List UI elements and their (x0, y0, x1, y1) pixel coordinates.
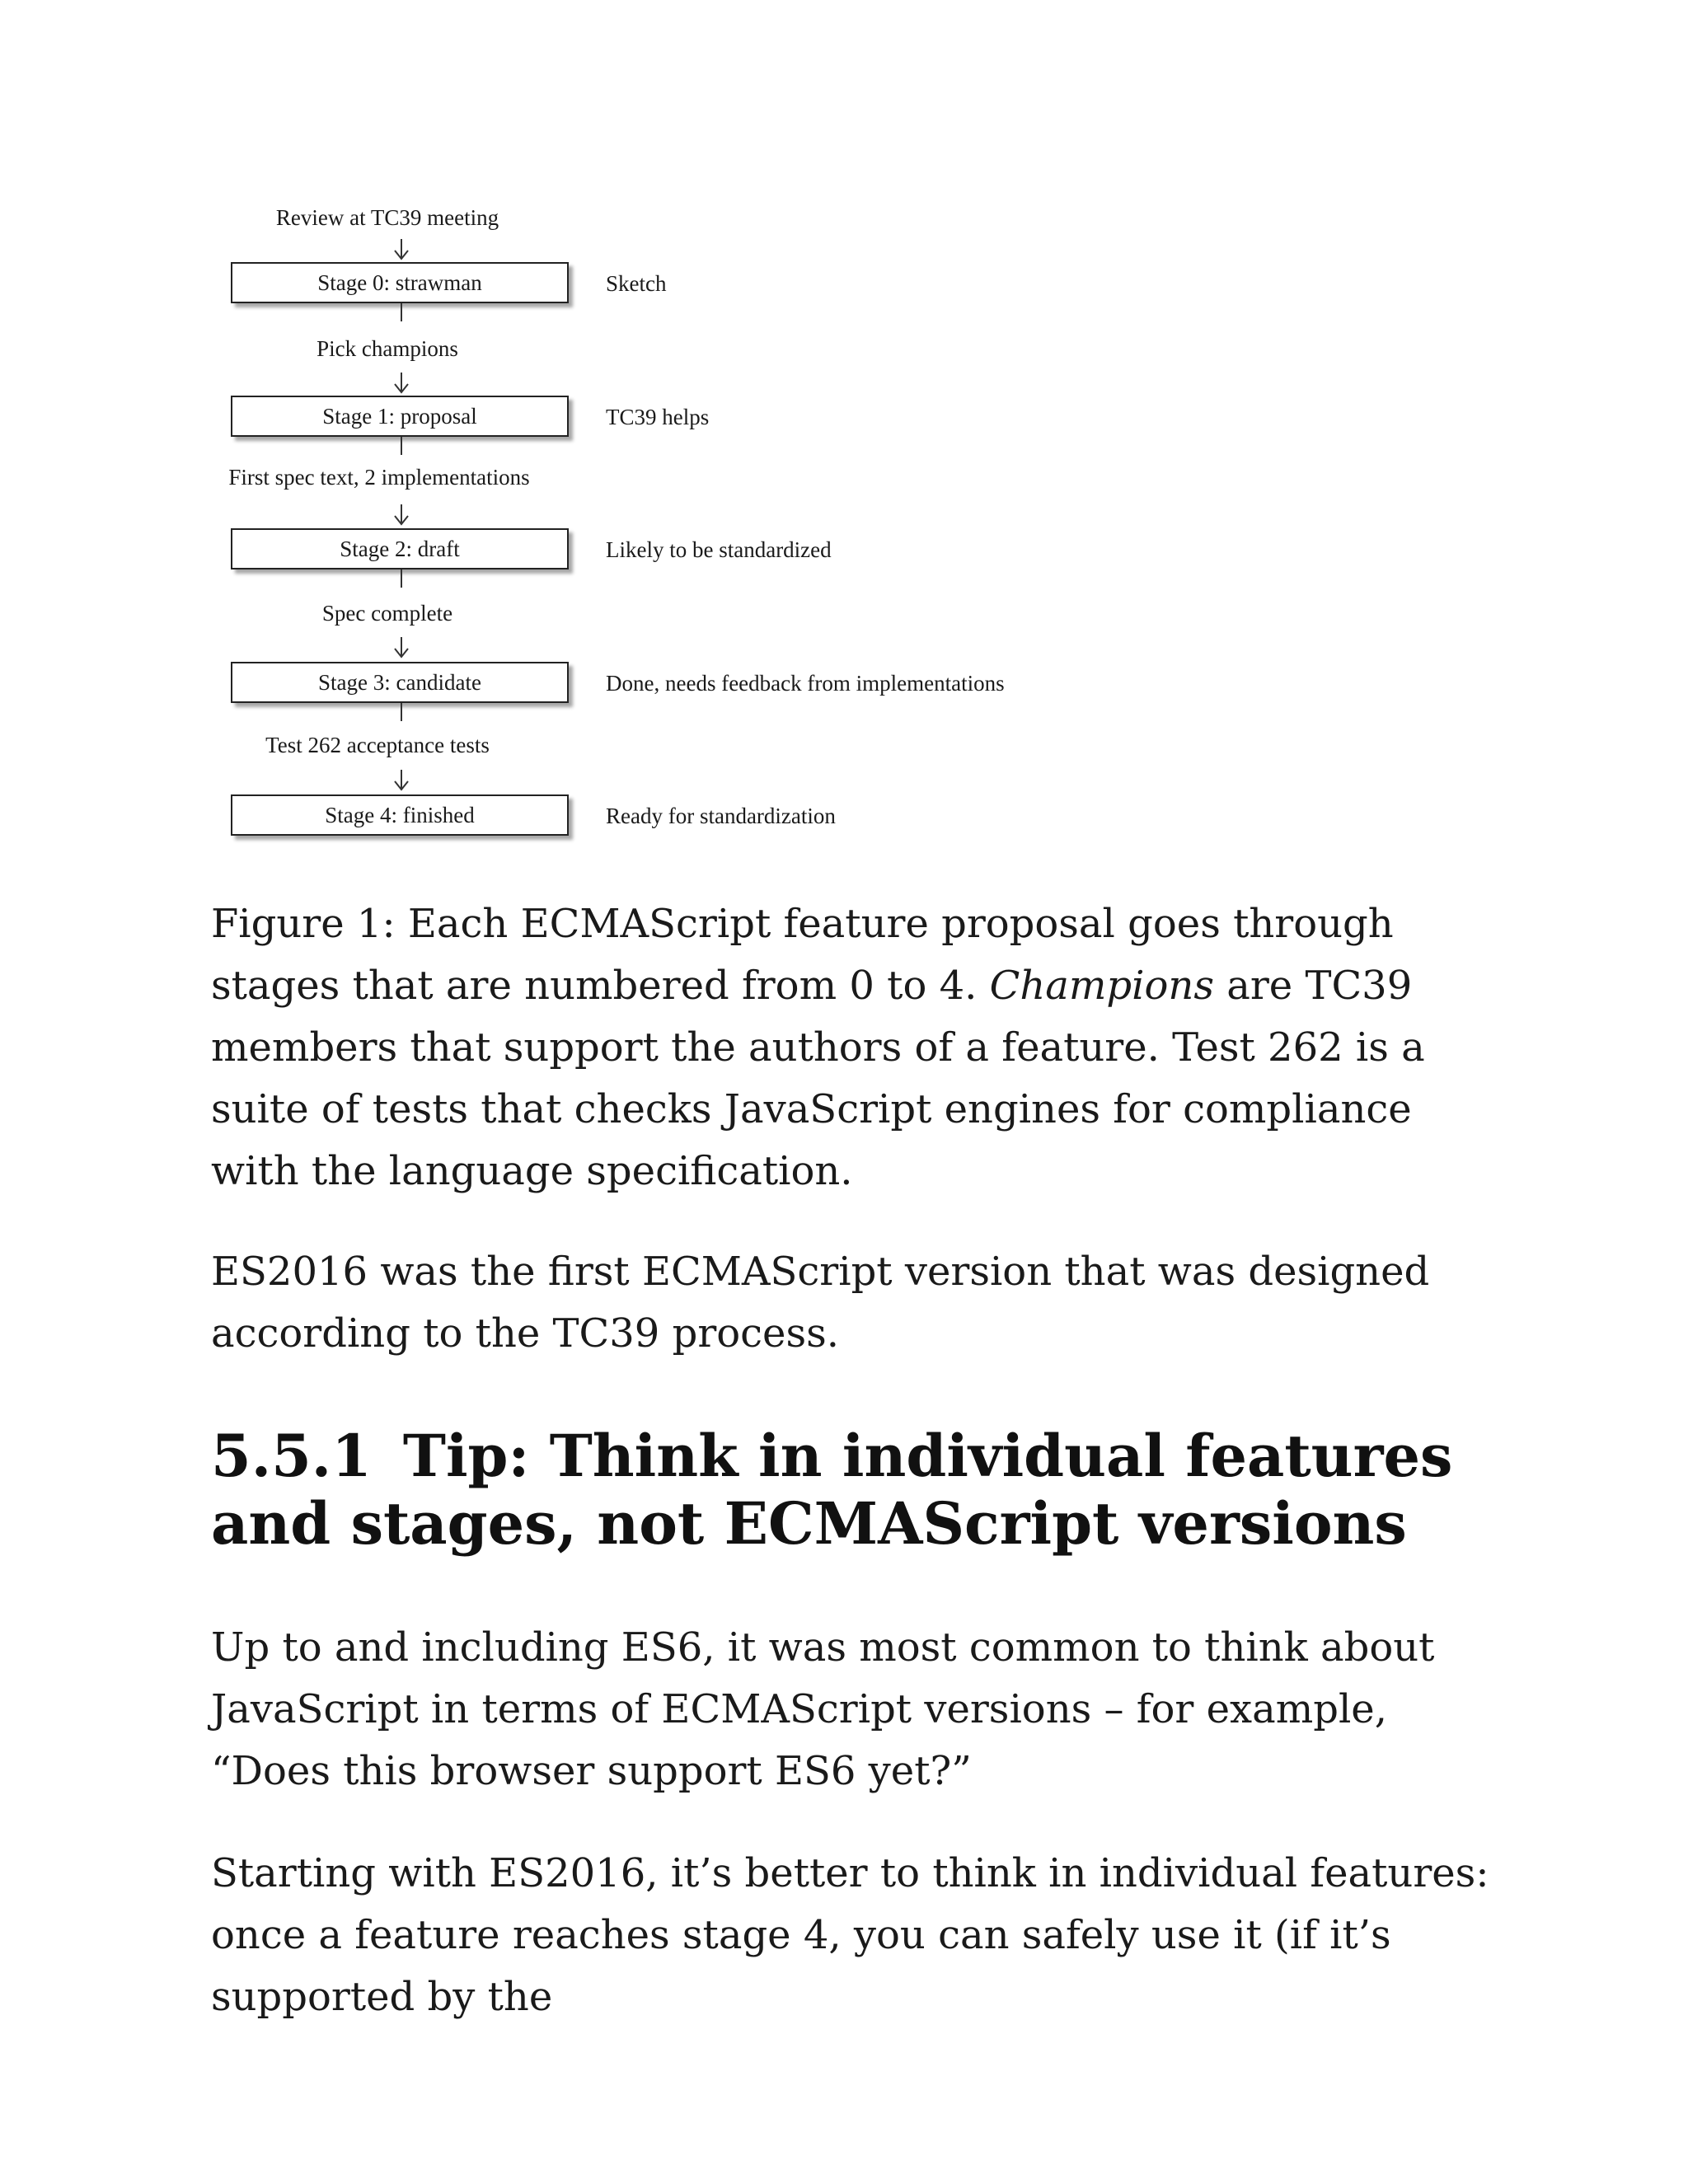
transition-label: Test 262 acceptance tests (265, 733, 490, 757)
stage-box-0 (231, 262, 569, 303)
figure-caption (211, 893, 1497, 1202)
paragraph: ES2016 was the first ECMAScript version that was designed according to the TC39 process. (211, 1249, 1430, 1357)
caption-text: are TC39 members that support the authors of a feature. Test 262 is a suite of tests that checks JavaScript engines for compliance with the language specification. (211, 963, 1425, 1194)
section-title: Tip: Think in individual features and stages, not ECMAScript versions (211, 1422, 1453, 1558)
stage-description: Sketch (606, 271, 667, 296)
stages-diagram (0, 0, 1688, 874)
stage-label: Stage 2: draft (340, 537, 460, 561)
caption-emphasis: Champions (989, 963, 1214, 1009)
stage-description: TC39 helps (606, 405, 710, 429)
paragraph: Up to and including ES6, it was most common to think about JavaScript in terms of ECMAScript versions – for example, “Does this browser support ES6 yet?” (211, 1624, 1435, 1794)
arrow-down-icon (392, 637, 410, 658)
connector-line (401, 569, 402, 588)
stage-box-2 (231, 528, 569, 569)
stage-description: Ready for standardization (606, 804, 836, 828)
stage-label: Stage 4: finished (325, 803, 475, 827)
stage-label: Stage 1: proposal (322, 404, 477, 429)
arrow-down-icon (392, 239, 410, 260)
connector-line (401, 703, 402, 721)
stage-description: Done, needs feedback from implementations (606, 671, 1005, 696)
caption-text: Figure 1: Each ECMAScript feature proposal goes through stages that are numbered from 0 to 4. (211, 901, 1394, 1009)
top-label: Review at TC39 meeting (275, 205, 499, 230)
transition-label: Spec complete (321, 601, 453, 626)
paragraph: Starting with ES2016, it’s better to think in individual features: once a feature reaches stage 4, you can safely use it (if it’s supported by the (211, 1850, 1489, 2020)
arrow-down-icon (392, 504, 410, 526)
transition-label: Pick champions (316, 336, 458, 361)
stage-label: Stage 3: candidate (318, 670, 481, 695)
section-heading (211, 1422, 1530, 1558)
stage-box-4 (231, 794, 569, 836)
connector-line (401, 303, 402, 321)
arrow-down-icon (392, 770, 410, 791)
stage-box-3 (231, 662, 569, 703)
stage-label: Stage 0: strawman (317, 270, 482, 295)
connector-line (401, 437, 402, 455)
transition-label: First spec text, 2 implementations (228, 465, 530, 490)
arrow-down-icon (392, 373, 410, 394)
stage-box-1 (231, 396, 569, 437)
stage-description: Likely to be standardized (606, 537, 832, 562)
section-number: 5.5.1 (211, 1422, 372, 1490)
